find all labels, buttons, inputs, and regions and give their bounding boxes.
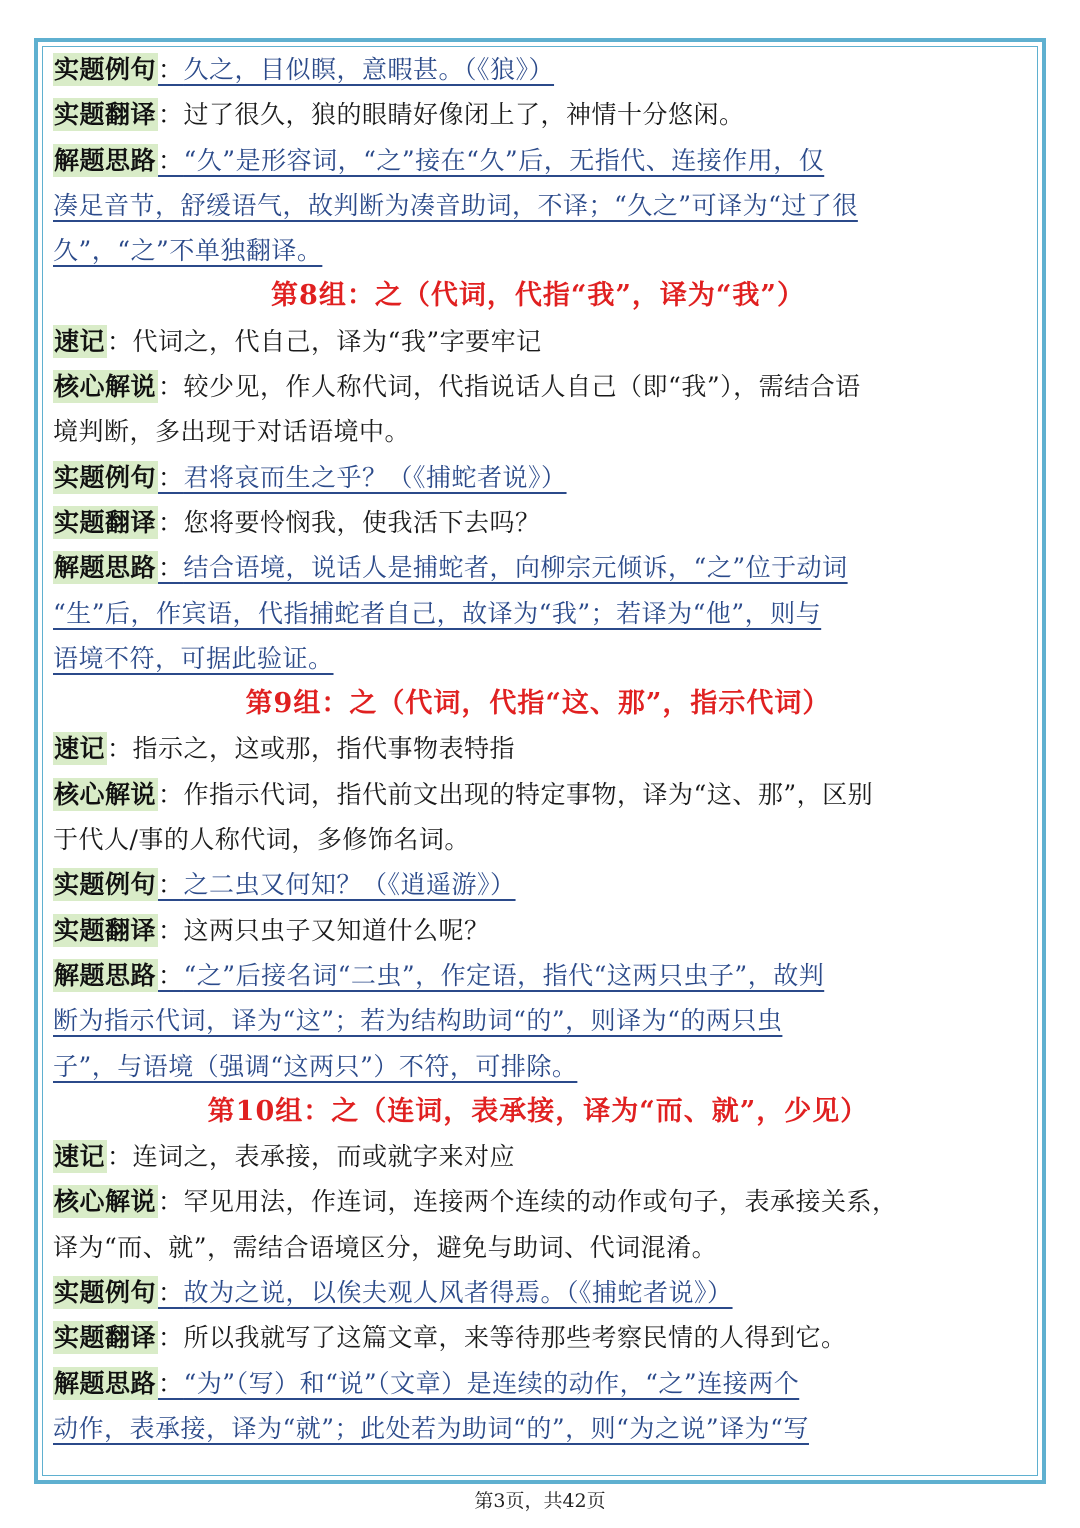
field-line: [53, 1134, 1023, 1179]
field-line: [53, 500, 1023, 545]
explanation-text: 语境不符，可据此验证。: [53, 643, 334, 673]
field-colon: ：: [158, 779, 184, 809]
field-colon: ：: [158, 100, 184, 130]
field-line: [53, 364, 1023, 409]
field-line: [53, 1315, 1023, 1360]
section-heading: 第10组：之（连词，表承接，译为“而、就”，少见）: [207, 1095, 869, 1127]
field-label: 实题例句: [54, 55, 157, 84]
field-label: 速记: [54, 734, 106, 764]
body-text: 罕见用法，作连词，连接两个连续的动作或句子，表承接关系，: [183, 1187, 898, 1217]
field-label: 解题思路: [54, 960, 157, 990]
explanation-text: 久之，目似瞑，意暇甚。（《狼》）: [183, 55, 555, 84]
field-line: [53, 319, 1023, 364]
explanation-text: 之二虫又何知？（《逍遥游》）: [183, 870, 516, 900]
body-text: 作指示代词，指代前文出现的特定事物，译为“这、那”，区别: [183, 779, 874, 809]
continuation-line: [53, 409, 1023, 454]
field-line: [53, 455, 1023, 500]
field-line: [53, 908, 1023, 953]
body-text: 较少见，作人称代词，代指说话人自己（即“我”），需结合语: [183, 372, 861, 402]
body-text: 代词之，代自己，译为“我”字要牢记: [132, 326, 542, 356]
body-text: 指示之，这或那，指代事物表特指: [132, 734, 516, 764]
field-line: [53, 138, 1023, 183]
page-footer: 第3页，共42页: [474, 1490, 606, 1512]
explanation-text: “为”（写）和“说”（文章）是连续的动作，“之”连接两个: [183, 1368, 800, 1398]
field-colon: ：: [107, 1142, 133, 1172]
body-text: 译为“而、就”，需结合语境区分，避免与助词、代词混淆。: [53, 1232, 718, 1262]
field-label: 实题翻译: [54, 100, 157, 130]
body-text: 您将要怜悯我，使我活下去吗？: [183, 507, 541, 537]
field-colon: ：: [158, 1323, 184, 1353]
field-line: [53, 47, 1023, 92]
field-label: 实题翻译: [54, 1323, 157, 1353]
field-line: [53, 772, 1023, 817]
field-colon: ：: [107, 326, 133, 356]
field-label: 实题例句: [54, 1278, 157, 1308]
field-label: 核心解说: [54, 1187, 157, 1217]
body-text: 境判断，多出现于对话语境中。: [53, 417, 411, 447]
continuation-line: [53, 228, 1023, 273]
body-text: 所以我就写了这篇文章，来等待那些考察民情的人得到它。: [183, 1323, 847, 1353]
body-text: 连词之，表承接，而或就字来对应: [132, 1142, 516, 1172]
field-line: [53, 726, 1023, 771]
continuation-line: [53, 1044, 1023, 1089]
field-line: [53, 862, 1023, 907]
body-text: 过了很久，狼的眼睛好像闭上了，神情十分悠闲。: [183, 100, 745, 130]
field-label: 速记: [54, 326, 106, 356]
field-line: [53, 1361, 1023, 1406]
field-label: 核心解说: [54, 779, 157, 809]
continuation-line: [53, 998, 1023, 1043]
document-body: [53, 47, 1023, 1451]
field-label: 核心解说: [54, 372, 157, 402]
field-colon: ：: [107, 734, 133, 764]
field-label: 实题翻译: [54, 507, 157, 537]
continuation-line: [53, 591, 1023, 636]
section-heading: 第9组：之（代词，代指“这、那”，指示代词）: [245, 688, 831, 720]
explanation-text: 断为指示代词，译为“这”；若为结构助词“的”，则译为“的两只虫: [53, 1006, 783, 1036]
field-label: 解题思路: [54, 145, 157, 175]
field-label: 速记: [54, 1142, 106, 1172]
field-colon: ：: [158, 1368, 184, 1398]
explanation-text: 故为之说，以俟夫观人风者得焉。（《捕蛇者说》）: [183, 1278, 733, 1308]
explanation-text: “之”后接名词“二虫”，作定语，指代“这两只虫子”，故判: [183, 960, 825, 990]
continuation-line: [53, 183, 1023, 228]
field-line: [53, 1179, 1023, 1224]
explanation-text: 凑足音节，舒缓语气，故判断为凑音助词，不译；“久之”可译为“过了很: [53, 190, 858, 220]
explanation-text: 久”，“之”不单独翻译。: [53, 236, 323, 266]
explanation-text: 动作，表承接，译为“就”；此处若为助词“的”，则“为之说”译为“写: [53, 1413, 809, 1443]
field-label: 实题例句: [54, 870, 157, 900]
explanation-text: “生”后，作宾语，代指捕蛇者自己，故译为“我”；若译为“他”，则与: [53, 598, 822, 628]
field-colon: ：: [158, 870, 184, 900]
field-colon: ：: [158, 1187, 184, 1217]
field-colon: ：: [158, 1278, 184, 1308]
field-colon: ：: [158, 960, 184, 990]
field-line: [53, 545, 1023, 590]
field-label: 解题思路: [54, 553, 157, 583]
field-colon: ：: [158, 462, 184, 492]
field-line: [53, 953, 1023, 998]
field-label: 解题思路: [54, 1368, 157, 1398]
field-label: 实题翻译: [54, 915, 157, 945]
body-text: 于代人/事的人称代词，多修饰名词。: [53, 825, 470, 855]
continuation-line: [53, 1225, 1023, 1270]
continuation-line: [53, 817, 1023, 862]
continuation-line: [53, 1406, 1023, 1451]
field-line: [53, 92, 1023, 137]
field-colon: ：: [158, 507, 184, 537]
field-line: [53, 1270, 1023, 1315]
field-colon: ：: [158, 553, 184, 583]
field-colon: ：: [158, 915, 184, 945]
explanation-text: “久”是形容词，“之”接在“久”后，无指代、连接作用，仅: [183, 145, 825, 175]
field-label: 实题例句: [54, 462, 157, 492]
field-colon: ：: [158, 372, 184, 402]
explanation-text: 君将哀而生之乎？（《捕蛇者说》）: [183, 462, 567, 492]
explanation-text: 结合语境，说话人是捕蛇者，向柳宗元倾诉，“之”位于动词: [183, 553, 848, 583]
section-heading: 第8组：之（代词，代指“我”，译为“我”）: [271, 280, 805, 312]
explanation-text: 子”，与语境（强调“这两只”）不符，可排除。: [53, 1051, 578, 1081]
field-colon: ：: [158, 145, 184, 175]
body-text: 这两只虫子又知道什么呢？: [183, 915, 490, 945]
field-colon: ：: [158, 55, 184, 84]
continuation-line: [53, 636, 1023, 681]
